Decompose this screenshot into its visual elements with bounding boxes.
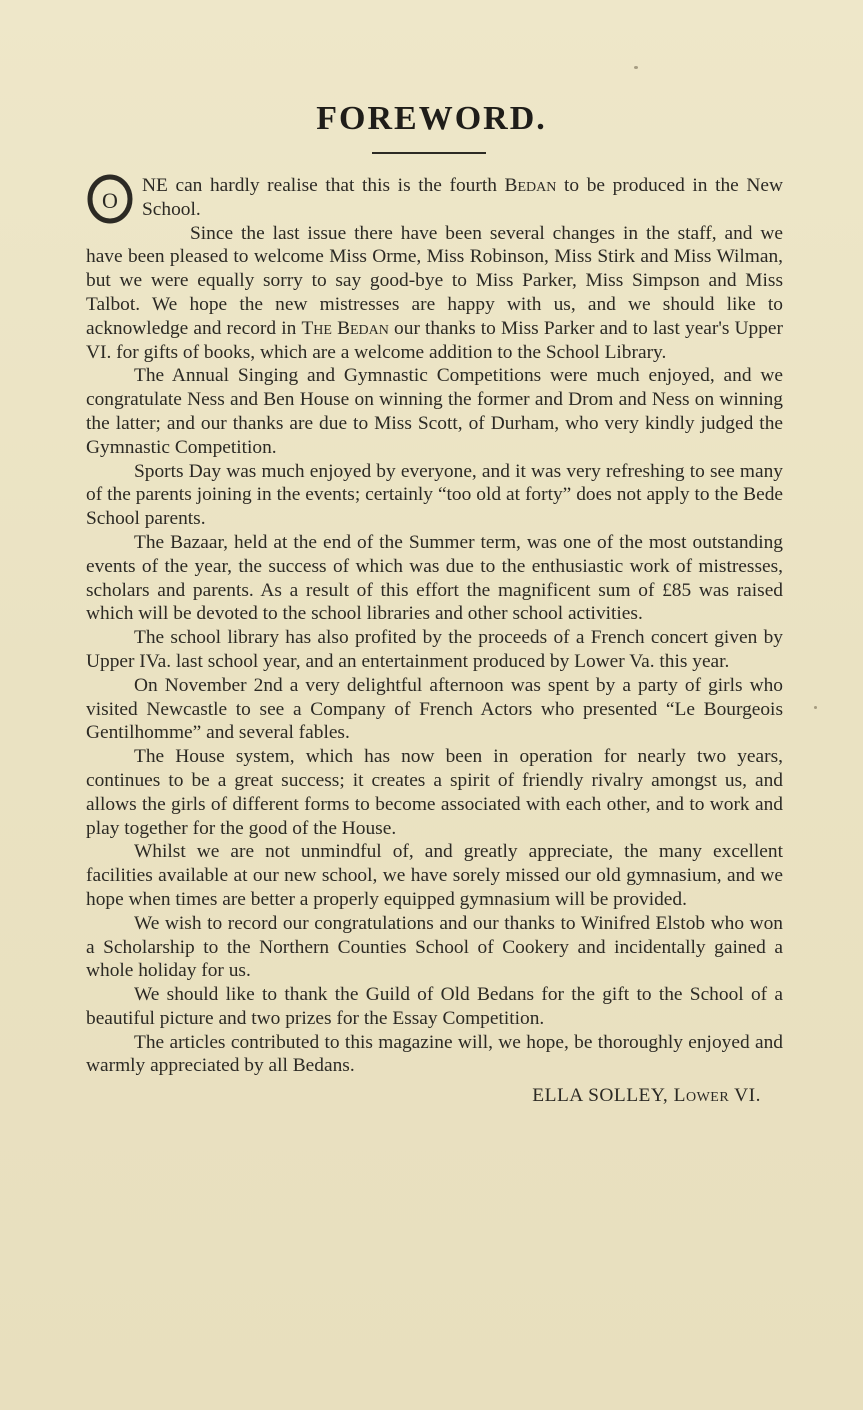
the-bedan-title: The Bedan (301, 317, 389, 339)
paper-speck (814, 706, 817, 709)
paragraph-1-end: to be produced in the New School. (142, 175, 783, 220)
title-rule-divider (372, 152, 486, 154)
paragraph-12: The articles contributed to this magazine will, we hope, be thoroughly enjoyed and warmly appreciated by all Bedans. (86, 1031, 783, 1077)
signature-form: Lower VI. (673, 1085, 761, 1107)
paragraph-2-text-a: Since the last issue there have been several changes in the staff, and we have been pleased to welcome Miss Orme, Miss Robinson, Miss Stirk and Miss Wilman, but we were equally sorry to say good-bye to Miss Parker, Miss Simpson and Miss Talbot. We hope the new mistresses are happy with us, and we should like to acknowledge and record in (86, 222, 783, 339)
bedan-word: Bedan (504, 175, 557, 196)
signature-line (86, 1084, 783, 1108)
paragraph-8: The House system, which has now been in operation for nearly two years, continues to be a great success; it creates a spirit of friendly rivalry amongst us, and allows the girls of different forms to become associated with each other, and to work and play together for the good of the House. (86, 746, 783, 839)
paragraph-10: We wish to record our congratulations and our thanks to Winifred Elstob who won a Scholarship to the Northern Counties School of Cookery and incidentally gained a whole holiday for us. (86, 912, 783, 982)
paragraph-11: We should like to thank the Guild of Old Bedans for the gift to the School of a beautiful picture and two prizes for the Essay Competition. (86, 984, 783, 1029)
paragraph-6: The school library has also profited by the proceeds of a French concert given by Upper IVa. last school year, and an entertainment produced by Lower Va. this year. (86, 627, 783, 672)
drop-cap-letter (86, 174, 138, 224)
drop-cap-inner-glyph: O (102, 188, 118, 213)
paragraph-2-text-b: our thanks to Miss Parker and to last year's Upper VI. for gifts of books, which are a welcome addition to the School Library. (86, 317, 783, 363)
paragraph-4: Sports Day was much enjoyed by everyone, and it was very refreshing to see many of the parents joining in the events; certainly “too old at forty” does not apply to the Bede School parents. (86, 460, 783, 530)
signature-name: ELLA SOLLEY, (532, 1085, 669, 1107)
paragraph-5: The Bazaar, held at the end of the Summer term, was one of the most outstanding events of the year, the success of which was due to the enthusiastic work of mistresses, scholars and parents. As a result of this effort the magnificent sum of £85 was raised which will be devoted to the school libraries and other school activities. (86, 531, 783, 625)
paper-speck (634, 66, 638, 69)
paragraph-2 (86, 222, 783, 365)
paragraph-1 (86, 174, 783, 222)
paragraph-1-text: NE can hardly realise that this is the fourth (142, 175, 497, 196)
page-title: FOREWORD. (316, 100, 547, 137)
foreword-body (86, 174, 783, 1108)
paragraph-3: The Annual Singing and Gymnastic Competitions were much enjoyed, and we congratulate Ness and Ben House on winning the former and Drom and Ness on winning the latter; and our thanks are due to Miss Scott, of Durham, who very kindly judged the Gymnastic Competition. (86, 365, 783, 458)
paragraph-9: Whilst we are not unmindful of, and greatly appreciate, the many excellent facilities available at our new school, we have sorely missed our old gymnasium, and we hope when times are better a properly equipped gymnasium will be provided. (86, 841, 783, 910)
paragraph-7: On November 2nd a very delightful afternoon was spent by a party of girls who visited Newcastle to see a Company of French Actors who presented “Le Bourgeois Gentilhomme” and several fables. (86, 674, 783, 744)
